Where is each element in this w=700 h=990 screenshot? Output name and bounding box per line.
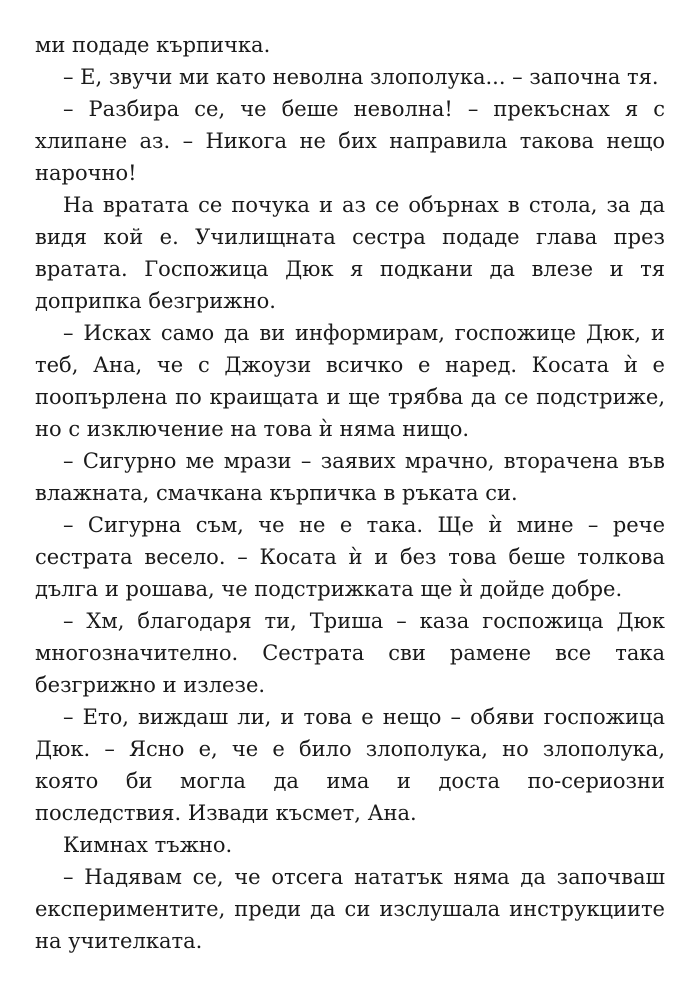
paragraph-dialogue: – Сигурна съм, че не е така. Ще ѝ мине – рече сестрата весело. – Косата ѝ и без това беше толкова дълга и рошава, че подстрижката ще ѝ дойде добре. bbox=[35, 513, 665, 601]
paragraph-continuation: ми подаде кърпичка. bbox=[35, 33, 271, 57]
paragraph-dialogue: – Е, звучи ми като неволна злополука... – започна тя. bbox=[63, 65, 659, 89]
paragraph-dialogue: – Хм, благодаря ти, Триша – каза госпожица Дюк многозначително. Сестрата сви рамене все така безгрижно и излезе. bbox=[35, 609, 665, 697]
paragraph-dialogue: – Исках само да ви информирам, госпожице Дюк, и теб, Ана, че с Джоузи всичко е наред. Косата ѝ е поопърлена по краищата и ще трябва да се подстриже, но с изключение на това ѝ няма нищо. bbox=[35, 321, 665, 441]
paragraph-dialogue: – Ето, виждаш ли, и това е нещо – обяви госпожица Дюк. – Ясно е, че е било злополука, но злополука, която би могла да има и доста по-сериозни последствия. Извади късмет, Ана. bbox=[35, 705, 665, 825]
paragraph-narration: Кимнах тъжно. bbox=[63, 833, 233, 857]
paragraph-narration: На вратата се почука и аз се обърнах в стола, за да видя кой е. Училищната сестра подаде глава през вратата. Госпожица Дюк я подкани да влезе и тя доприпка безгрижно. bbox=[35, 193, 665, 313]
paragraph-dialogue: – Надявам се, че отсега нататък няма да започваш експериментите, преди да си изслушала инструкциите на учителката. bbox=[35, 865, 665, 953]
paragraph-dialogue: – Разбира се, че беше неволна! – прекъснах я с хлипане аз. – Никога не бих направила такова нещо нарочно! bbox=[35, 97, 665, 185]
paragraph-dialogue: – Сигурно ме мрази – заявих мрачно, вторачена във влажната, смачкана кърпичка в ръката си. bbox=[35, 449, 665, 505]
